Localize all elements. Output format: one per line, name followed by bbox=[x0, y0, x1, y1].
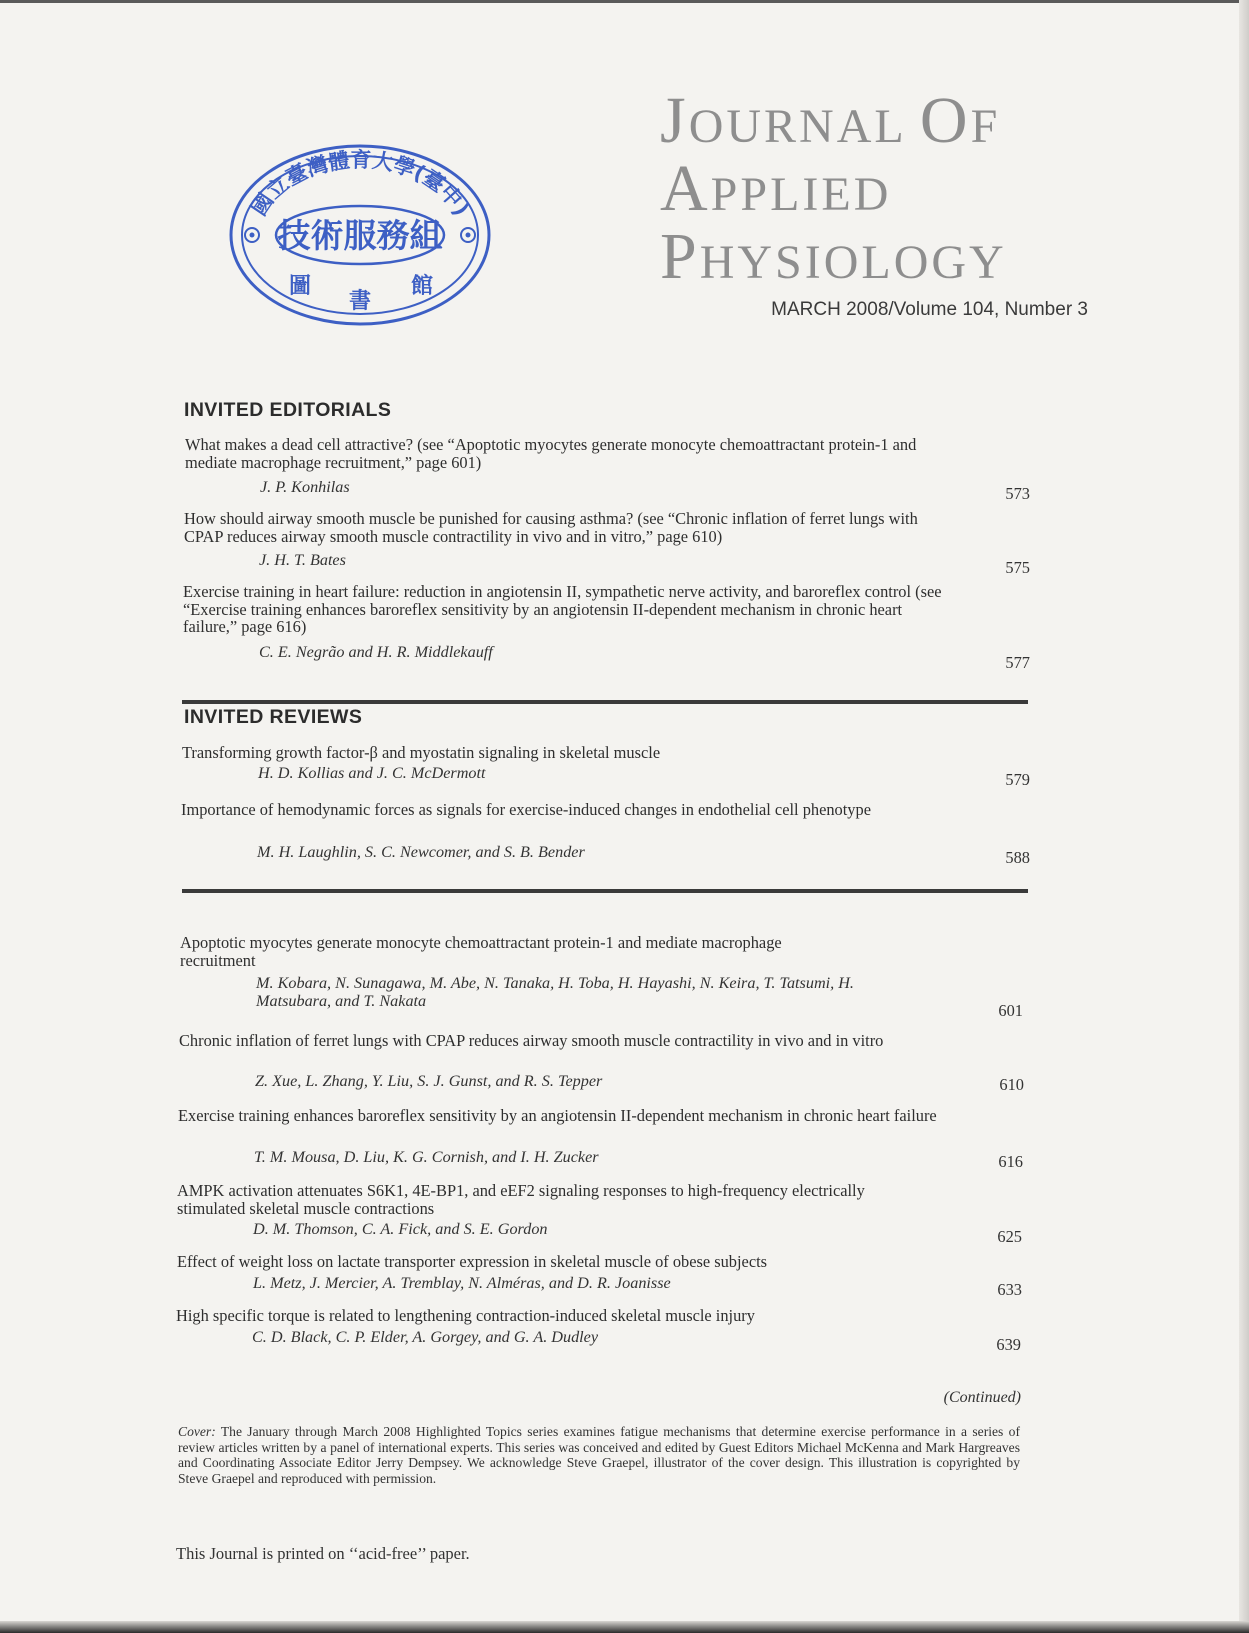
library-stamp bbox=[228, 143, 492, 327]
page-number[interactable]: 579 bbox=[1005, 770, 1030, 789]
article-title[interactable]: Apoptotic myocytes generate monocyte chemoattractant protein-1 and mediate macrophage recruitment bbox=[180, 933, 782, 970]
page-edge-right bbox=[1239, 0, 1249, 1633]
acid-free-note: This Journal is printed on ‘‘acid-free’’ paper. bbox=[176, 1544, 470, 1563]
page-number[interactable]: 601 bbox=[998, 1001, 1023, 1020]
article-authors: C. D. Black, C. P. Elder, A. Gorgey, and G. A. Dudley bbox=[252, 1328, 599, 1346]
stamp-bottom-char-3: 館 bbox=[410, 274, 434, 299]
article-title[interactable]: What makes a dead cell attractive? (see “Apoptotic myocytes generate monocyte chemoattractant protein-1 and mediate macrophage recruitment,” page 601) bbox=[185, 435, 917, 472]
issue-info: MARCH 2008/Volume 104, Number 3 bbox=[771, 299, 1088, 320]
article-title[interactable]: AMPK activation attenuates S6K1, 4E-BP1, and eEF2 signaling responses to high-frequency electrically stimulated skeletal muscle contractions bbox=[177, 1181, 865, 1218]
cover-note-lead: Cover: bbox=[178, 1424, 216, 1439]
journal-masthead bbox=[660, 84, 1080, 293]
article-authors: J. P. Konhilas bbox=[260, 478, 350, 496]
article-title[interactable]: High specific torque is related to lengthening contraction-induced skeletal muscle injury bbox=[176, 1306, 755, 1325]
page-number[interactable]: 577 bbox=[1005, 653, 1030, 672]
flower-icon bbox=[245, 228, 259, 242]
article-authors: H. D. Kollias and J. C. McDermott bbox=[258, 764, 486, 782]
page-number[interactable]: 573 bbox=[1005, 484, 1030, 503]
masthead-line-1: JOURNAL OF bbox=[660, 84, 1001, 157]
page-number[interactable]: 633 bbox=[997, 1280, 1022, 1299]
editorials-heading: INVITED EDITORIALS bbox=[184, 399, 392, 421]
article-title[interactable]: Chronic inflation of ferret lungs with CPAP reduces airway smooth muscle contractility in vivo and in vitro bbox=[179, 1031, 884, 1050]
flower-icon bbox=[461, 228, 475, 242]
article-title[interactable]: How should airway smooth muscle be punished for causing asthma? (see “Chronic inflation of ferret lungs with CPAP reduces airway smooth muscle contractility in vivo and in vitro,” page 610) bbox=[184, 509, 918, 546]
page-edge-top bbox=[0, 0, 1249, 3]
page-number[interactable]: 610 bbox=[999, 1075, 1024, 1094]
cover-note bbox=[178, 1424, 1020, 1486]
page-number[interactable]: 639 bbox=[996, 1335, 1021, 1354]
stamp-arc-text: 國立臺灣體育大學(臺中) bbox=[246, 147, 474, 220]
article-authors: Z. Xue, L. Zhang, Y. Liu, S. J. Gunst, and R. S. Tepper bbox=[255, 1072, 603, 1090]
page-number[interactable]: 575 bbox=[1005, 558, 1030, 577]
article-authors: C. E. Negrão and H. R. Middlekauff bbox=[259, 643, 493, 661]
cover-note-text: The January through March 2008 Highlighted Topics series examines fatigue mechanisms that determine exercise performance in a series of review articles written by a panel of international experts. This series was conceived and edited by Guest Editors Michael McKenna and Mark Hargreaves and Coordinating Associate Editor Jerry Dempsey. We acknowledge Steve Graepel, illustrator of the cover design. This illustration is copyrighted by Steve Graepel and reproduced with permission. bbox=[178, 1424, 1020, 1486]
page-number[interactable]: 588 bbox=[1005, 848, 1030, 867]
masthead-line-3: PHYSIOLOGY bbox=[660, 220, 1007, 293]
stamp-bottom-char-2: 書 bbox=[348, 289, 372, 314]
stamp-center-text: 技術服務組 bbox=[277, 216, 443, 255]
page-edge-bottom bbox=[0, 1621, 1249, 1633]
article-title[interactable]: Exercise training in heart failure: reduction in angiotensin II, sympathetic nerve activity, and baroreflex control (see “Exercise training enhances baroreflex sensitivity by an angiotensin II-dependent mechanism in chronic heart failure,” page 616) bbox=[183, 582, 942, 636]
article-authors: M. H. Laughlin, S. C. Newcomer, and S. B. Bender bbox=[257, 843, 585, 861]
page-number[interactable]: 616 bbox=[998, 1152, 1023, 1171]
stamp-bottom-char-1: 圖 bbox=[288, 274, 312, 299]
article-authors: M. Kobara, N. Sunagawa, M. Abe, N. Tanaka, H. Toba, H. Hayashi, N. Keira, T. Tatsumi, H. Matsubara, and T. Nakata bbox=[256, 974, 854, 1010]
reviews-heading: INVITED REVIEWS bbox=[184, 706, 363, 728]
page-number[interactable]: 625 bbox=[997, 1227, 1022, 1246]
article-title[interactable]: Importance of hemodynamic forces as signals for exercise-induced changes in endothelial cell phenotype bbox=[181, 800, 871, 819]
continued-note: (Continued) bbox=[943, 1389, 1021, 1406]
article-title[interactable]: Exercise training enhances baroreflex sensitivity by an angiotensin II-dependent mechanism in chronic heart failure bbox=[178, 1106, 937, 1125]
article-authors: L. Metz, J. Mercier, A. Tremblay, N. Alméras, and D. R. Joanisse bbox=[253, 1274, 671, 1292]
section-divider bbox=[182, 700, 1028, 704]
article-title[interactable]: Effect of weight loss on lactate transporter expression in skeletal muscle of obese subjects bbox=[177, 1252, 768, 1271]
article-title[interactable]: Transforming growth factor-β and myostatin signaling in skeletal muscle bbox=[182, 743, 661, 762]
article-authors: J. H. T. Bates bbox=[259, 551, 346, 569]
article-authors: T. M. Mousa, D. Liu, K. G. Cornish, and I. H. Zucker bbox=[254, 1148, 599, 1166]
masthead-line-2: APPLIED bbox=[660, 152, 892, 225]
article-authors: D. M. Thomson, C. A. Fick, and S. E. Gordon bbox=[253, 1220, 548, 1238]
section-divider bbox=[182, 889, 1028, 893]
